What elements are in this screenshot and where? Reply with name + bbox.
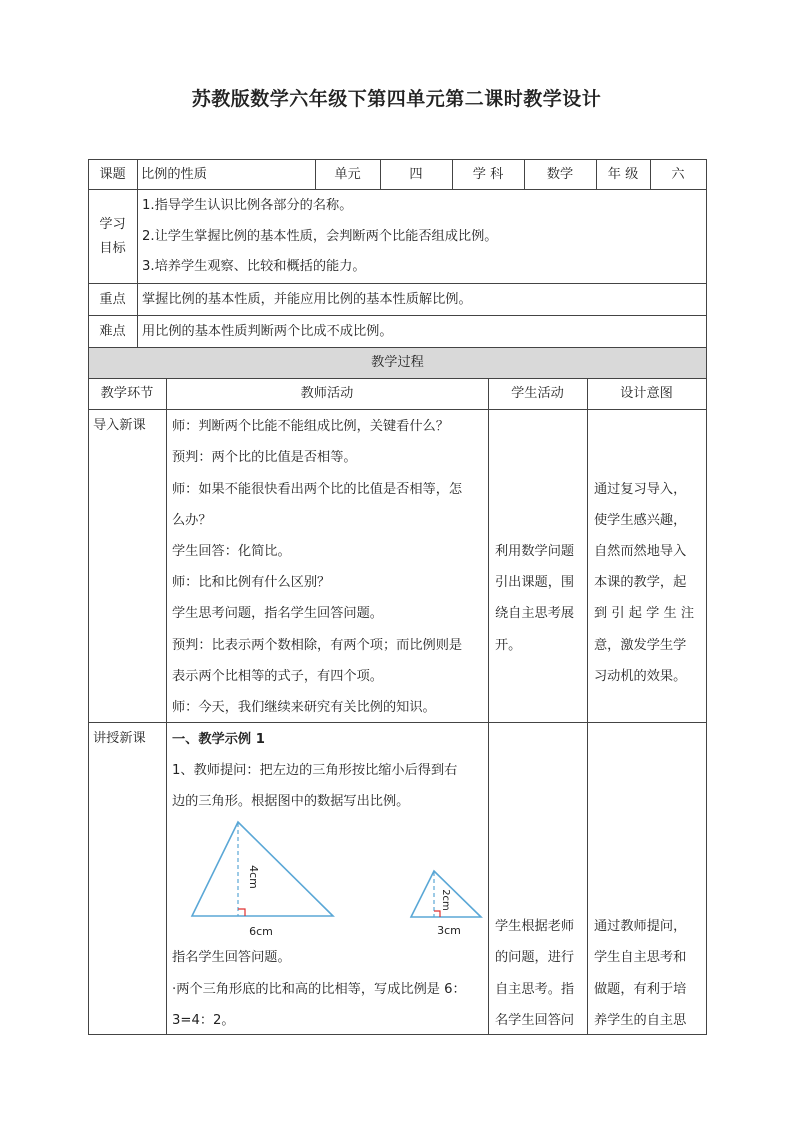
triangle-figure — [166, 815, 488, 941]
difficulty-label: 难点 — [99, 324, 126, 339]
key-point-value: 掌握比例的基本性质，并能应用比例的基本性质解比例。 — [142, 292, 472, 307]
intent-line: 做题，有利于培 — [594, 982, 687, 997]
intent-line: 本课的教学，起 — [594, 575, 687, 590]
grade-value: 六 — [671, 167, 685, 182]
intent-line: 自然而然地导入 — [594, 544, 687, 559]
objective-item: 1.指导学生认识比例各部分的名称。 — [142, 198, 353, 213]
teacher-line: 学生回答：化简比。 — [172, 544, 291, 559]
grade-label: 年 级 — [607, 167, 639, 182]
stage-label: 导入新课 — [93, 418, 146, 433]
col-divider — [587, 378, 588, 1034]
student-line: 名学生回答问 — [495, 1013, 575, 1028]
teacher-line: 师：如果不能很快看出两个比的比值是否相等，怎 — [172, 482, 463, 497]
column-header-student: 学生活动 — [511, 386, 564, 401]
example-heading: 一、教学示例 1 — [172, 732, 265, 747]
teacher-line: 1、教师提问：把左边的三角形按比缩小后得到右 — [172, 763, 458, 778]
intent-line: 使学生感兴趣， — [594, 513, 687, 528]
small-base-label: 3cm — [437, 924, 461, 937]
table-border-right — [706, 159, 707, 1035]
teacher-line: ·两个三角形底的比和高的比相等，写成比例是 6： — [172, 982, 466, 997]
big-height-label: 4cm — [247, 865, 260, 889]
unit-value: 四 — [409, 167, 423, 182]
intent-line: 通过教师提问， — [594, 919, 687, 934]
teacher-line: 么办？ — [172, 513, 212, 528]
teacher-line: 指名学生回答问题。 — [172, 950, 291, 965]
table-border-left — [88, 159, 89, 1035]
student-line: 引出课题，围 — [495, 575, 575, 590]
row-divider — [88, 315, 707, 316]
table-border-top — [88, 159, 707, 160]
big-triangle — [192, 822, 333, 916]
unit-label: 单元 — [334, 167, 361, 182]
column-header-teacher: 教师活动 — [300, 386, 354, 401]
subject-label: 学 科 — [472, 167, 504, 182]
teacher-line: 师：判断两个比能不能组成比例，关键看什么？ — [172, 419, 449, 434]
subject-value: 数学 — [546, 167, 574, 182]
intent-line: 养学生的自主思 — [594, 1013, 687, 1028]
column-header-stage: 教学环节 — [100, 386, 154, 401]
teacher-line: 预判：比表示两个数相除，有两个项；而比例则是 — [172, 638, 463, 653]
student-line: 利用数学问题 — [495, 544, 575, 559]
topic-value: 比例的性质 — [141, 167, 207, 182]
teacher-line: 边的三角形。根据图中的数据写出比例。 — [172, 794, 410, 809]
difficulty-value: 用比例的基本性质判断两个比成不成比例。 — [142, 324, 393, 339]
student-line: 的问题，进行 — [495, 950, 575, 965]
row-divider — [88, 722, 707, 723]
table-border-bottom — [88, 1034, 707, 1035]
topic-label: 课题 — [99, 167, 126, 182]
student-line: 开。 — [495, 638, 522, 653]
big-base-label: 6cm — [249, 925, 273, 938]
intent-line: 学生自主思考和 — [594, 950, 687, 965]
student-line: 绕自主思考展 — [495, 606, 575, 621]
col-divider — [488, 378, 489, 1034]
student-line: 自主思考。指 — [495, 982, 575, 997]
objectives-label-2: 目标 — [99, 241, 126, 256]
row-divider — [88, 189, 707, 190]
row-divider — [88, 347, 707, 348]
process-header: 教学过程 — [371, 355, 424, 370]
intent-line: 到 引 起 学 生 注 — [594, 606, 695, 621]
row-divider — [88, 283, 707, 284]
intent-line: 通过复习导入， — [594, 482, 687, 497]
teacher-line: 学生思考问题，指名学生回答问题。 — [172, 606, 383, 621]
intent-line: 意，激发学生学 — [594, 638, 687, 653]
column-header-intent: 设计意图 — [620, 386, 673, 401]
objectives-label-1: 学习 — [99, 217, 126, 232]
small-height-label: 2cm — [440, 889, 451, 911]
row-divider — [88, 409, 707, 410]
teacher-line: 师：比和比例有什么区别？ — [172, 575, 331, 590]
teacher-line: 预判：两个比的比值是否相等。 — [172, 450, 357, 465]
col-divider — [137, 159, 138, 347]
objective-item: 2.让学生掌握比例的基本性质，会判断两个比能否组成比例。 — [142, 229, 498, 244]
intent-line: 习动机的效果。 — [594, 669, 687, 684]
student-line: 学生根据老师 — [495, 919, 575, 934]
objective-item: 3.培养学生观察、比较和概括的能力。 — [142, 259, 366, 274]
teacher-line: 表示两个比相等的式子，有四个项。 — [172, 669, 383, 684]
teacher-line: 师：今天，我们继续来研究有关比例的知识。 — [172, 700, 436, 715]
document-title: 苏教版数学六年级下第四单元第二课时教学设计 — [191, 88, 602, 110]
key-point-label: 重点 — [99, 292, 126, 307]
row-divider — [88, 378, 707, 379]
stage-label: 讲授新课 — [93, 731, 146, 746]
teacher-line: 3=4：2。 — [172, 1013, 235, 1028]
